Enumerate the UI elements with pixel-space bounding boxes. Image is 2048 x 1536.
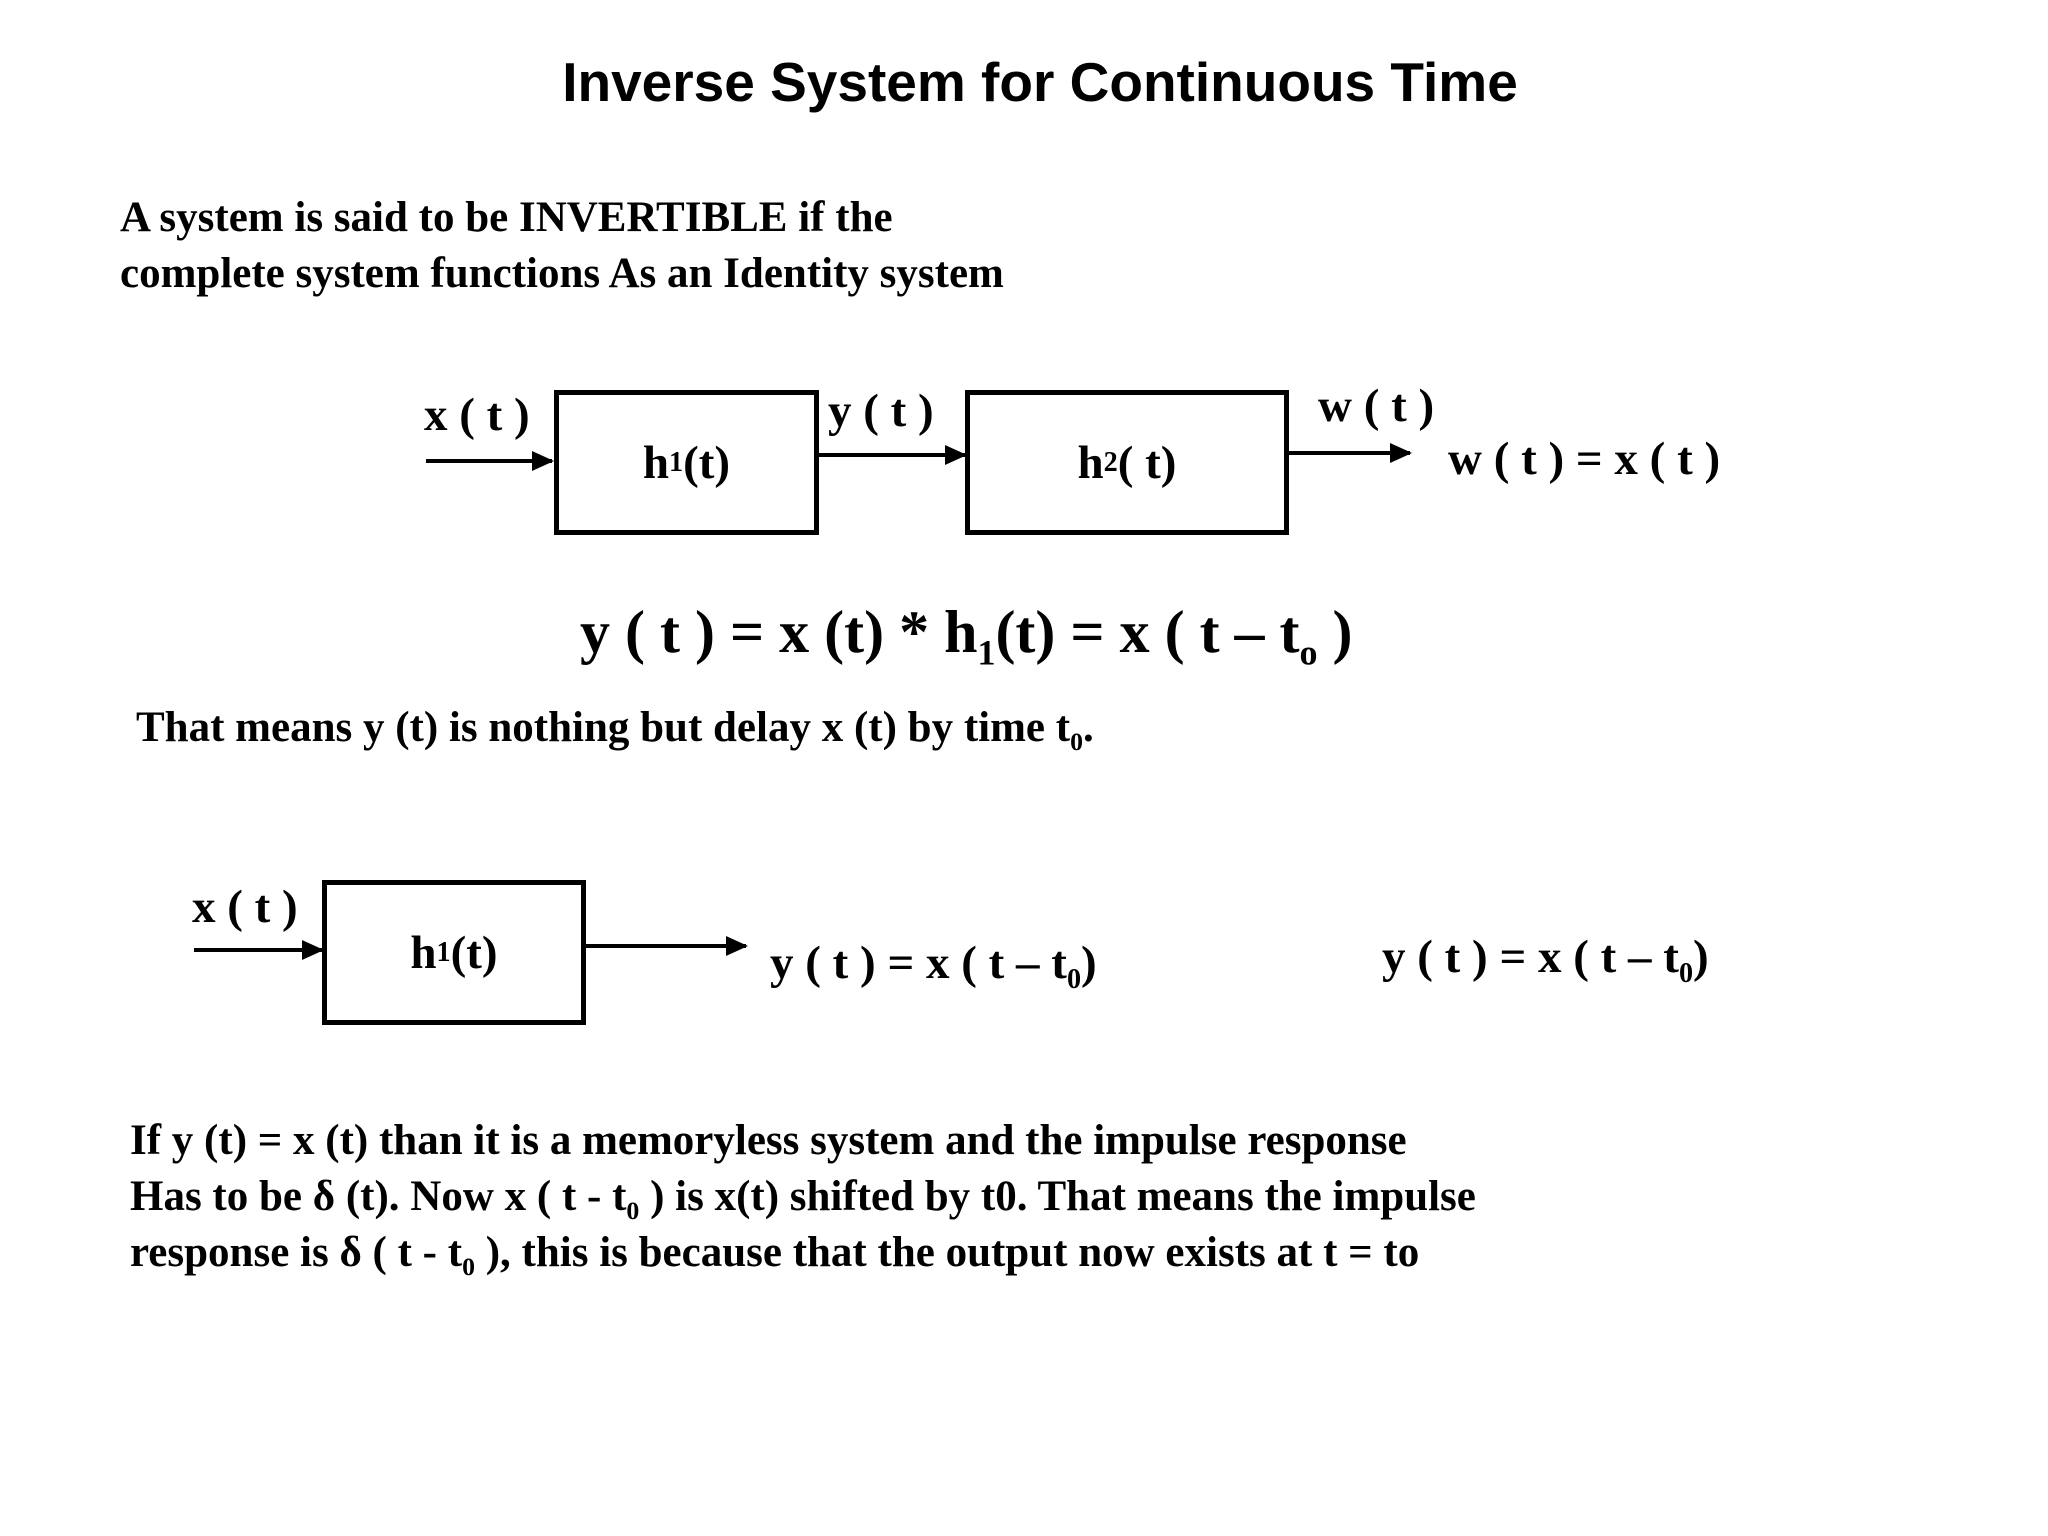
block-h1-delay [322, 880, 586, 1025]
block-h2 [965, 390, 1289, 535]
convolution-equation: y ( t ) = x $(t) * h_1(t) = x$ ( t – $t_o$ ) [580, 599, 1353, 673]
delay-output-equation: y ( t ) = x ( t – $t_0$) [770, 937, 1097, 995]
intro-line-1: A system is said to be INVERTIBLE if the [120, 194, 893, 241]
input-arrow [426, 459, 552, 463]
conclusion-text [130, 1113, 1476, 1281]
mid-arrow [819, 453, 965, 457]
identity-result: w ( t ) = x ( t ) [1448, 433, 1721, 485]
input-label-x-2: x ( t ) [192, 881, 298, 933]
block-h1 [554, 390, 819, 535]
output-arrow [1289, 451, 1410, 455]
input-arrow-2 [194, 948, 322, 952]
delay-right-equation: y ( t ) = x ( t – $t_0$) [1382, 931, 1709, 989]
input-label-x: x ( t ) [424, 389, 530, 441]
intro-line-2: complete system functions As an Identity system [120, 250, 1004, 297]
delay-note: That means y (t) is nothing but delay x (t) by time $t_0$. [136, 704, 1094, 757]
conclusion-line-3: response is δ ( t - $t_0$ ), this is because that the output now exists at t = to [130, 1229, 1420, 1282]
mid-label-y: y ( t ) [828, 385, 934, 437]
conclusion-line-2: Has to be δ (t). Now x ( t - $t_0$ ) is x(t) shifted by t0. That means the impulse [130, 1173, 1476, 1226]
intro-text [120, 190, 1004, 302]
block-h1-label: h 1 (t) [642, 436, 731, 489]
block-h1-delay-label: h 1 (t) [410, 926, 498, 979]
page-title: Inverse System for Continuous Time [562, 51, 1518, 113]
conclusion-line-1: If y (t) = x (t) than it is a memoryless system and the impulse response [130, 1117, 1407, 1164]
output-label-w: w ( t ) [1318, 380, 1435, 432]
block-h2-label: h 2 ( t) [1077, 436, 1177, 489]
output-arrow-2 [586, 944, 746, 948]
